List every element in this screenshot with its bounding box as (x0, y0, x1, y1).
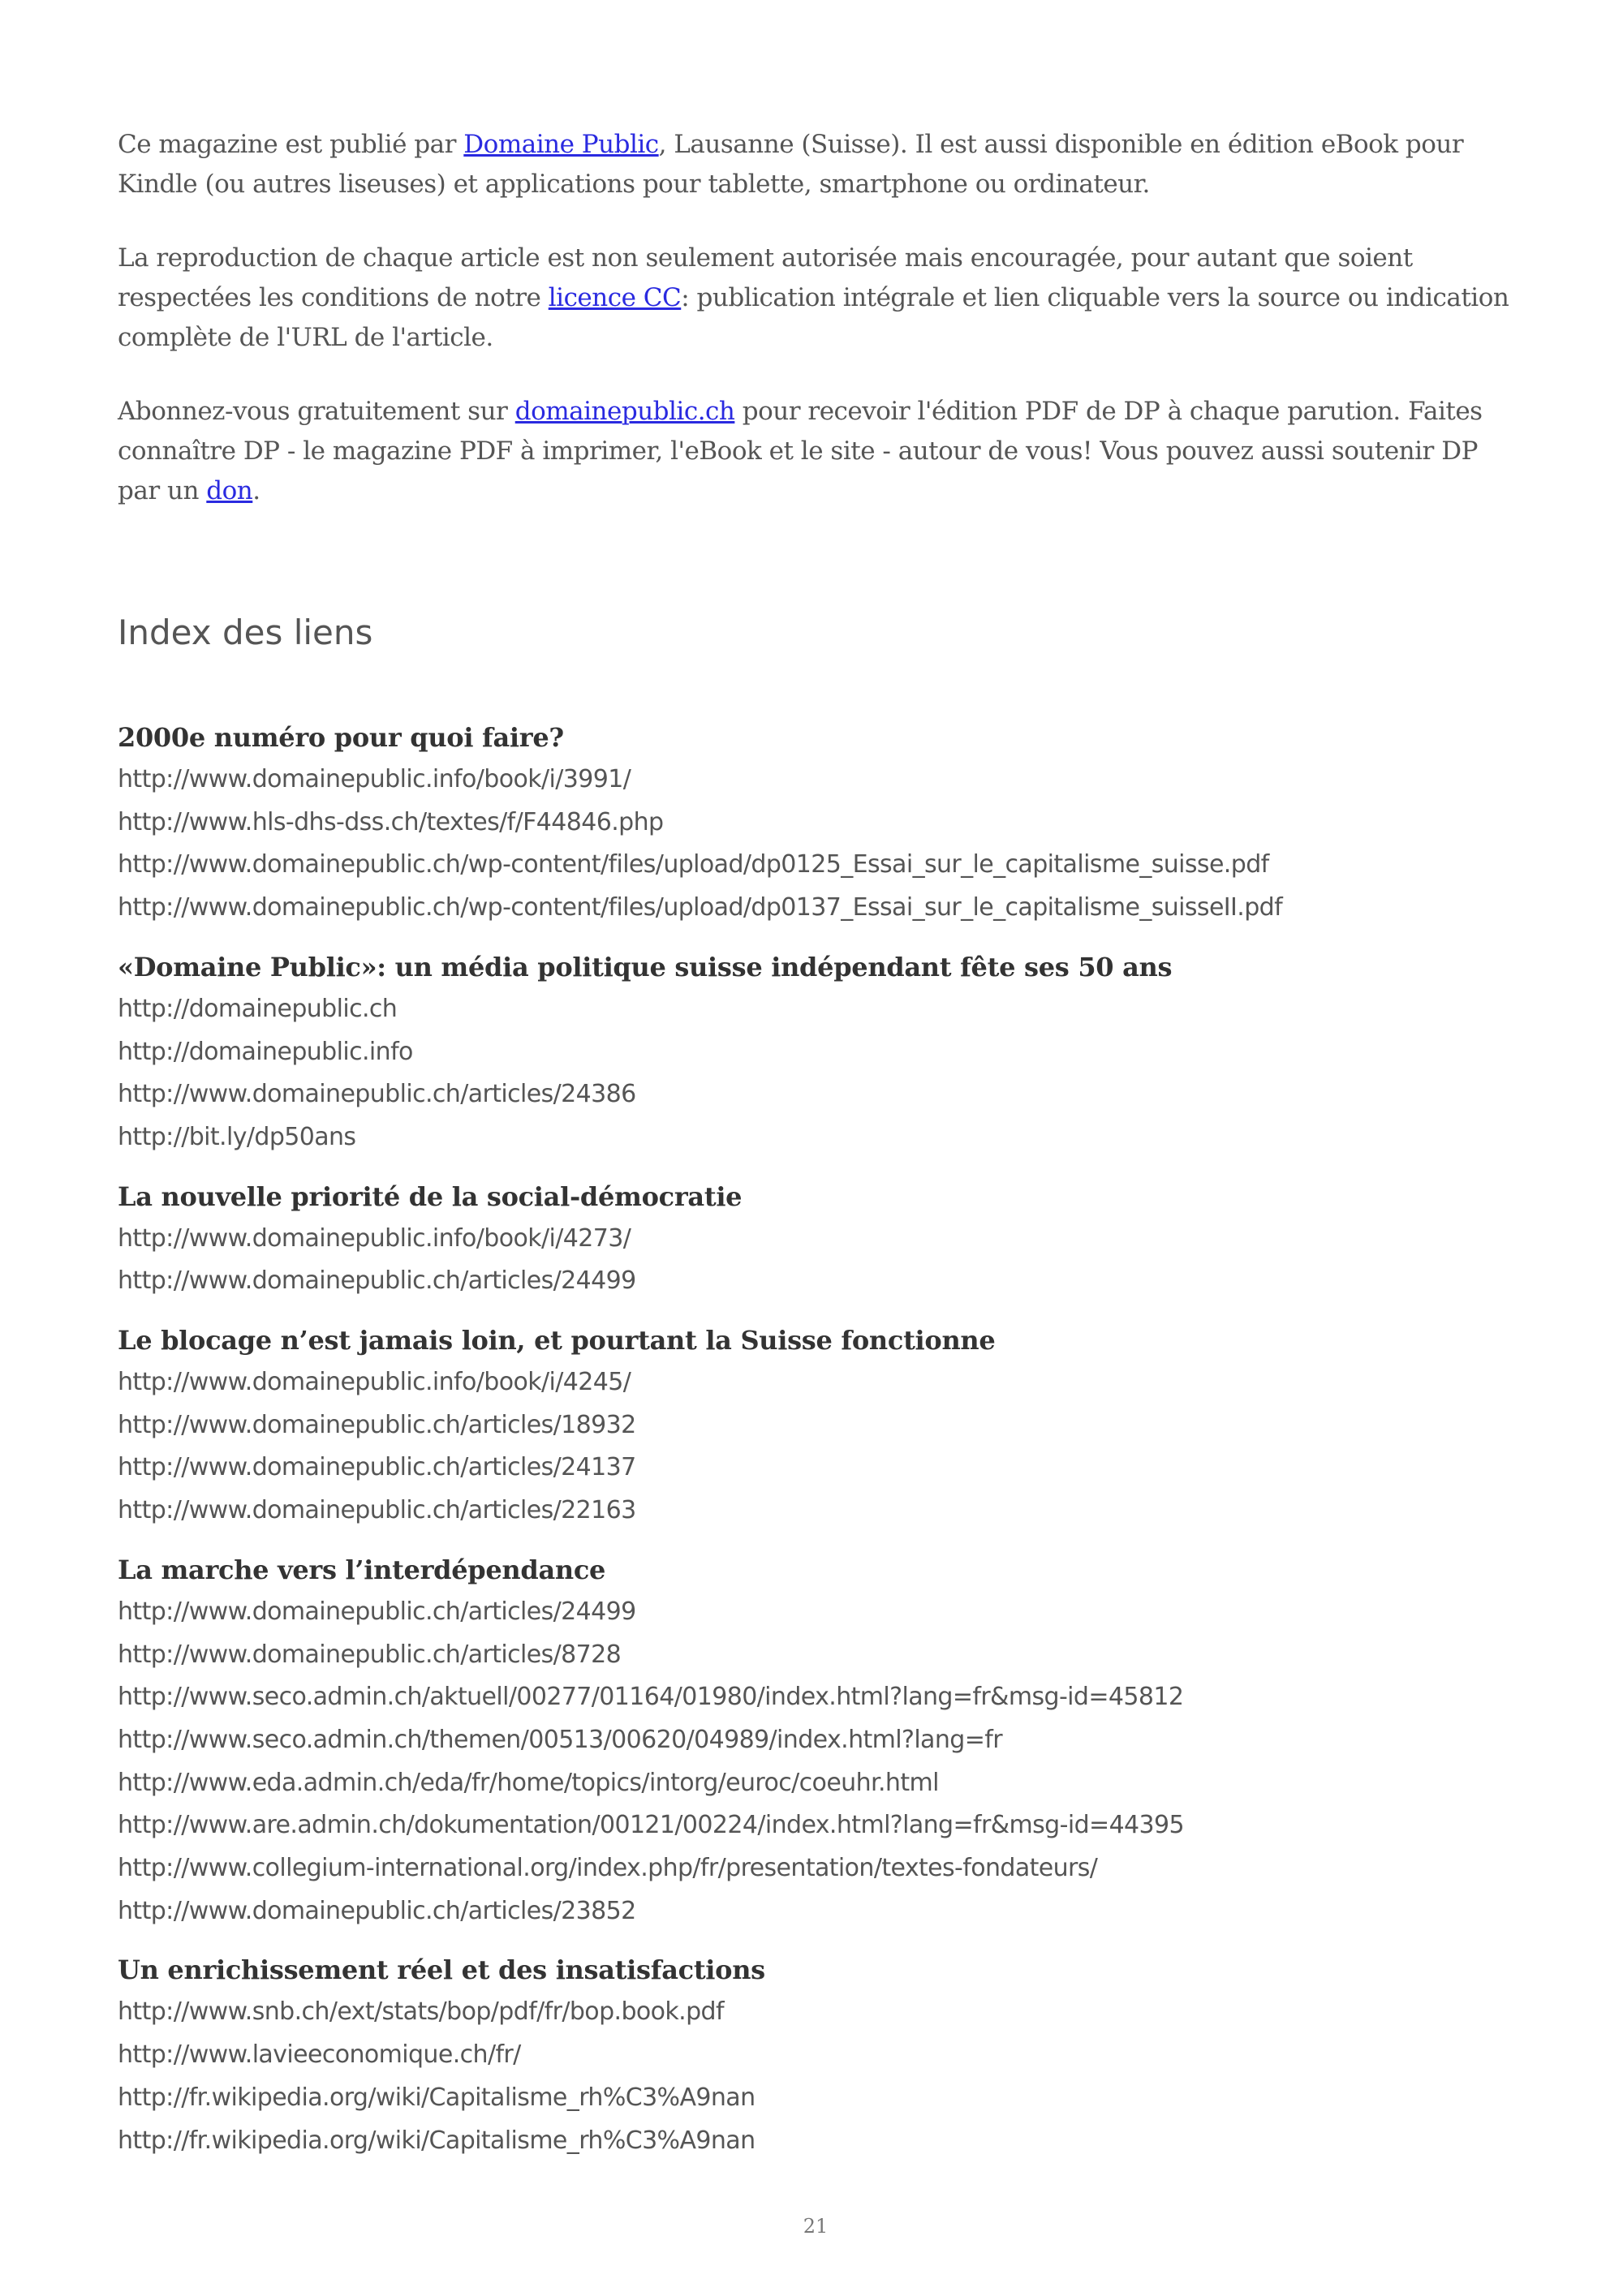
link-url[interactable]: http://www.collegium-international.org/index.php/fr/presentation/textes-fondateurs/ (118, 1854, 1098, 1883)
section-title: Un enrichissement réel et des insatisfactions (118, 1954, 765, 1986)
link-url[interactable]: http://www.domainepublic.info/book/i/4273/ (118, 1223, 631, 1253)
index-section (118, 716, 1513, 930)
text: pour recevoir l'édition PDF de DP à chaque parution. Faites connaître DP - le magazine PDF à imprimer, l'eBook et le site - autour de vous! Vous pouvez aussi soutenir DP par un (118, 397, 1483, 505)
link-url[interactable]: http://domainepublic.ch (118, 994, 398, 1023)
link-url[interactable]: http://www.domainepublic.ch/articles/24499 (118, 1597, 636, 1626)
link-url[interactable]: http://www.domainepublic.ch/articles/22163 (118, 1496, 636, 1525)
link-url[interactable]: http://www.seco.admin.ch/aktuell/00277/01164/01980/index.html?lang=fr&msg-id=45812 (118, 1683, 1184, 1712)
index-section (118, 1319, 1513, 1533)
link-url[interactable]: http://www.domainepublic.ch/articles/24137 (118, 1453, 636, 1482)
link-url[interactable]: http://www.are.admin.ch/dokumentation/00121/00224/index.html?lang=fr&msg-id=44395 (118, 1811, 1184, 1840)
link-url[interactable]: http://www.seco.admin.ch/themen/00513/00620/04989/index.html?lang=fr (118, 1725, 1002, 1754)
section-title: 2000e numéro pour quoi faire? (118, 722, 564, 753)
link-url[interactable]: http://www.snb.ch/ext/stats/bop/pdf/fr/bop.book.pdf (118, 1997, 724, 2027)
section-title: La nouvelle priorité de la social-démocratie (118, 1180, 743, 1212)
link-url[interactable]: http://www.domainepublic.ch/wp-content/files/upload/dp0125_Essai_sur_le_capitalisme_suisse.pdf (118, 850, 1269, 879)
link-index (118, 716, 1513, 2162)
text: La reproduction de chaque article est non seulement autorisée mais encouragée, pour autant que soient respectées les conditions de notre (118, 243, 1413, 312)
link-url[interactable]: http://domainepublic.info (118, 1037, 413, 1066)
link-url[interactable]: http://fr.wikipedia.org/wiki/Capitalisme_rh%C3%A9nan (118, 2126, 756, 2155)
index-section (118, 1176, 1513, 1303)
document-page (118, 125, 1513, 2162)
link-url[interactable]: http://www.domainepublic.ch/articles/23852 (118, 1896, 636, 1925)
link-url[interactable]: http://www.domainepublic.ch/wp-content/files/upload/dp0137_Essai_sur_le_capitalisme_suisseII.pdf (118, 893, 1283, 922)
text: , Lausanne (Suisse). Il est aussi disponible en édition eBook pour Kindle (ou autres liseuses) et applications pour tablette, smartphone ou ordinateur. (118, 130, 1464, 199)
link-url[interactable]: http://www.domainepublic.ch/articles/8728 (118, 1640, 622, 1669)
link-url[interactable]: http://www.domainepublic.ch/articles/24499 (118, 1266, 636, 1296)
link-url[interactable]: http://fr.wikipedia.org/wiki/Capitalisme_rh%C3%A9nan (118, 2083, 756, 2112)
intro-paragraph-license (118, 239, 1513, 358)
link-url[interactable]: http://www.domainepublic.info/book/i/4245/ (118, 1368, 631, 1397)
text: . (252, 476, 260, 505)
link-url[interactable]: http://bit.ly/dp50ans (118, 1122, 356, 1151)
licence-cc-link[interactable]: licence CC (548, 283, 682, 312)
index-section (118, 1549, 1513, 1933)
intro-paragraph-publisher (118, 125, 1513, 204)
page-number: 21 (803, 2215, 829, 2238)
link-url[interactable]: http://www.lavieeconomique.ch/fr/ (118, 2040, 521, 2070)
domainepublic-link[interactable]: domainepublic.ch (514, 397, 735, 426)
link-url[interactable]: http://www.domainepublic.ch/articles/18932 (118, 1410, 636, 1439)
text: Abonnez-vous gratuitement sur (118, 397, 515, 426)
index-section (118, 946, 1513, 1159)
section-title: «Domaine Public»: un média politique suisse indépendant fête ses 50 ans (118, 951, 1173, 982)
don-link[interactable]: don (206, 476, 253, 505)
link-url[interactable]: http://www.domainepublic.info/book/i/3991/ (118, 765, 631, 793)
index-section (118, 1949, 1513, 2162)
text: Ce magazine est publié par (118, 130, 464, 159)
link-url[interactable]: http://www.domainepublic.ch/articles/24386 (118, 1080, 636, 1109)
link-url[interactable]: http://www.hls-dhs-dss.ch/textes/f/F44846.php (118, 807, 664, 836)
intro-paragraph-subscribe (118, 392, 1513, 511)
section-title: La marche vers l’interdépendance (118, 1554, 606, 1585)
link-url[interactable]: http://www.eda.admin.ch/eda/fr/home/topics/intorg/euroc/coeuhr.html (118, 1768, 939, 1797)
domaine-public-link[interactable]: Domaine Public (463, 130, 659, 159)
index-title: Index des liens (118, 613, 373, 652)
section-title: Le blocage n’est jamais loin, et pourtant la Suisse fonctionne (118, 1325, 996, 1357)
text: : publication intégrale et lien cliquable vers la source ou indication complète de l'URL de l'article. (118, 283, 1509, 352)
